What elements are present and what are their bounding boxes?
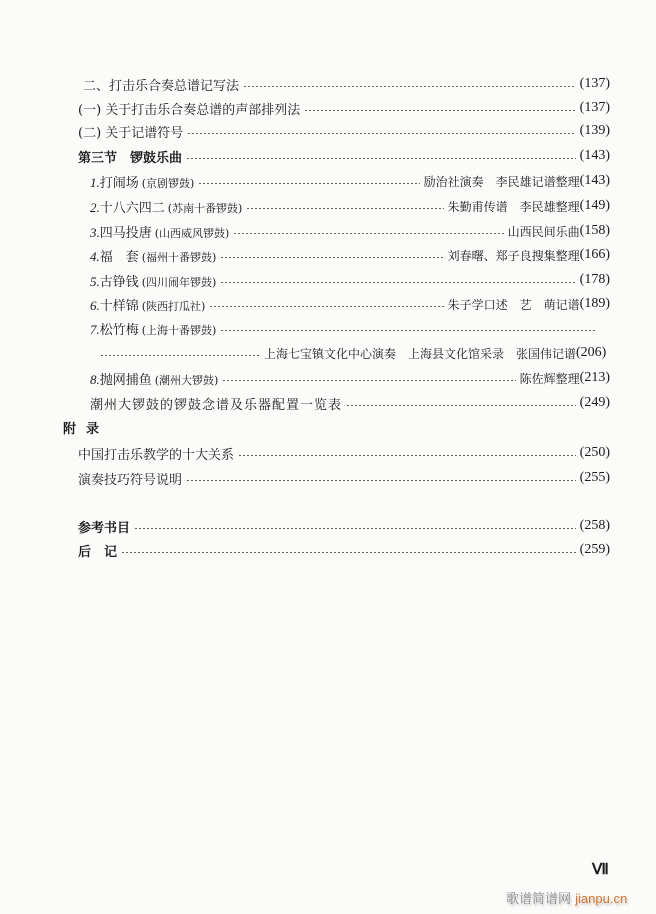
toc-entry-continuation [96,343,610,363]
entry-title: 福 套 [99,249,139,265]
entry-credit: 刘春曙、郑子良搜集整理 [447,248,580,263]
entry-title: 十八六四二 [99,200,165,216]
page-ref: (137) [579,76,610,91]
item-number: 1. [90,174,100,190]
dot-leader [246,208,443,209]
entry-title: (二) 关于记谱符号 [78,125,184,141]
dot-leader [186,158,576,159]
page-ref: (166) [579,247,610,262]
entry-title: 四马投唐 [99,225,152,241]
dot-leader [209,306,443,307]
page-ref: (149) [579,198,610,213]
toc-entry [78,443,610,463]
dot-leader [187,133,575,134]
entry-title: (一) 关于打击乐合奏总谱的声部排列法 [78,102,301,118]
page-ref: (206) [576,345,607,360]
toc-entry-bibliography [78,516,610,536]
dot-leader [134,528,576,529]
page-ref: (259) [579,542,610,557]
dot-leader [198,183,419,184]
toc-entry [90,171,610,191]
entry-credit: 朱勤甫传谱 李民雄整理 [447,199,580,214]
toc-entry [90,270,610,290]
page-ref: (139) [579,123,610,138]
entry-title: 古铮钱 [99,274,139,290]
toc-entry [90,393,610,413]
page-ref: (178) [579,272,610,287]
page-ref: (250) [579,445,610,460]
toc-section-heading [78,146,610,166]
watermark-cn: 歌谱简谱网 [506,892,572,907]
entry-credit: 上海七宝镇文化中心演奏 上海县文化馆采录 张国伟记谱 [264,346,577,361]
item-number: 2. [90,199,100,215]
dot-leader [304,110,575,111]
page-ref: (143) [579,148,610,163]
entry-title: 后 记 [78,544,118,560]
entry-title: 潮州大锣鼓的锣鼓念谱及乐器配置一览表 [90,397,343,413]
dot-leader [238,455,576,456]
watermark-en: jianpu.cn [575,891,628,906]
dot-leader [243,86,576,87]
item-number: 5. [90,273,100,289]
toc-entry [78,98,610,118]
item-number: 8. [90,371,100,387]
dot-leader [100,355,260,356]
entry-credit: 励治社演奏 李民雄记谱整理 [423,174,580,189]
entry-title: 参考书目 [78,520,131,536]
dot-leader [346,405,576,406]
toc-entry [78,468,610,488]
dot-leader [220,257,443,258]
page-ref: (258) [579,518,610,533]
page-ref: (143) [579,173,610,188]
dot-leader [233,233,503,234]
toc-entry-afterword [78,540,610,560]
entry-subtitle: (潮州大锣鼓) [154,373,219,387]
dot-leader [222,380,515,381]
dot-leader [220,282,575,283]
page-ref: (158) [579,223,610,238]
toc-entry [90,245,610,265]
entry-title: 第三节 锣鼓乐曲 [78,150,183,166]
page-number: Ⅶ [592,862,608,878]
page-ref: (137) [579,100,610,115]
entry-credit: 朱子学口述 艺 萌记谱 [447,297,580,312]
page-ref: (255) [579,470,610,485]
toc-entry [90,318,600,338]
item-number: 7. [90,321,100,337]
entry-subtitle: (山西威风锣鼓) [154,226,230,240]
entry-title: 十样锦 [99,298,139,314]
entry-title: 抛网捕鱼 [99,372,152,388]
dot-leader [121,552,576,553]
entry-credit: 陈佐辉整理 [519,371,580,386]
entry-subtitle: (福州十番锣鼓) [141,250,217,264]
item-number: 3. [90,224,100,240]
item-number: 6. [90,297,100,313]
entry-title: 打闹场 [99,175,139,191]
entry-subtitle: (四川闹年锣鼓) [141,275,217,289]
toc-entry [90,221,610,241]
toc-entry [83,74,610,94]
page-ref: (249) [579,395,610,410]
entry-subtitle: (苏南十番锣鼓) [167,201,243,215]
entry-credit: 山西民间乐曲 [507,224,580,239]
entry-title: 二、打击乐合奏总谱记写法 [83,78,240,94]
toc-entry [90,368,610,388]
entry-title: 松竹梅 [99,322,139,338]
toc-entry [78,121,610,141]
entry-title: 演奏技巧符号说明 [78,472,183,488]
page-ref: (189) [579,296,610,311]
entry-subtitle: (上海十番锣鼓) [141,323,217,337]
entry-subtitle: (京剧锣鼓) [141,176,195,190]
item-number: 4. [90,248,100,264]
dot-leader [186,480,576,481]
toc-entry [90,294,610,314]
entry-title: 中国打击乐教学的十大关系 [78,447,235,463]
watermark [506,888,627,907]
entry-subtitle: (陕西打瓜社) [141,299,206,313]
dot-leader [220,330,596,331]
toc-entry [90,196,610,216]
page-ref: (213) [579,370,610,385]
appendix-heading: 附录 [63,422,110,437]
